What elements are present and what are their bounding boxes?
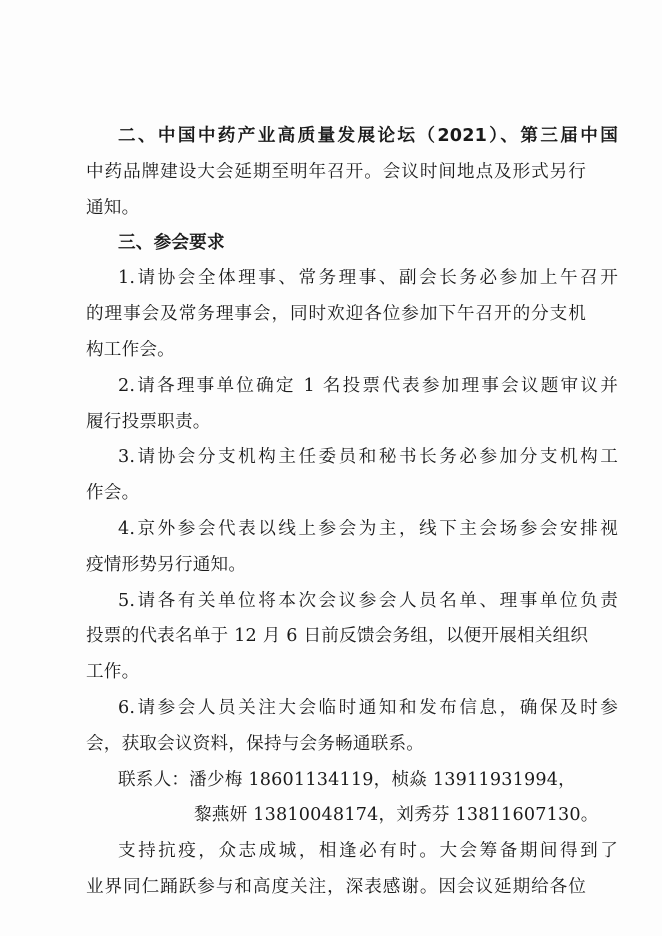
item-3-line-2: 作会。 <box>86 483 140 503</box>
section-2-line-3: 通知。 <box>86 198 140 218</box>
item-4-line-2: 疫情形势另行通知。 <box>86 555 247 575</box>
section-3-heading: 三、参会要求 <box>118 233 225 253</box>
item-5-line-1: 5.请各有关单位将本次会议参会人员名单、理事单位负责 <box>118 591 618 611</box>
closing-line-2: 业界同仁踊跃参与和高度关注，深表感谢。因会议延期给各位 <box>86 877 586 897</box>
item-1-line-3: 构工作会。 <box>86 340 175 360</box>
item-1-line-1: 1.请协会全体理事、常务理事、副会长务必参加上午召开 <box>118 268 618 288</box>
contact-line-2: 黎燕妍 13810048174，刘秀芬 13811607130。 <box>194 805 599 825</box>
item-2-line-2: 履行投票职责。 <box>86 412 211 432</box>
item-5-line-2: 投票的代表名单于 12 月 6 日前反馈会务组，以便开展相关组织 <box>86 626 589 646</box>
item-2-line-1: 2.请各理事单位确定 1 名投票代表参加理事会议题审议并 <box>118 376 618 396</box>
item-4-line-1: 4.京外参会代表以线上参会为主，线下主会场参会安排视 <box>118 519 618 539</box>
item-5-line-3: 工作。 <box>86 662 140 682</box>
closing-line-1: 支持抗疫，众志成城，相逢必有时。大会筹备期间得到了 <box>118 841 618 861</box>
section-2-title-line-1: 二、中国中药产业高质量发展论坛（2021）、第三届中国 <box>118 126 618 146</box>
contact-line-1: 联系人：潘少梅 18601134119，桢焱 13911931994， <box>118 770 576 790</box>
item-6-line-2: 会，获取会议资料，保持与会务畅通联系。 <box>86 734 425 754</box>
item-3-line-1: 3.请协会分支机构主任委员和秘书长务必参加分支机构工 <box>118 447 618 467</box>
item-6-line-1: 6.请参会人员关注大会临时通知和发布信息，确保及时参 <box>118 698 618 718</box>
item-1-line-2: 的理事会及常务理事会，同时欢迎各位参加下午召开的分支机 <box>86 304 586 324</box>
section-2-line-2: 中药品牌建设大会延期至明年召开。会议时间地点及形式另行 <box>86 162 586 182</box>
